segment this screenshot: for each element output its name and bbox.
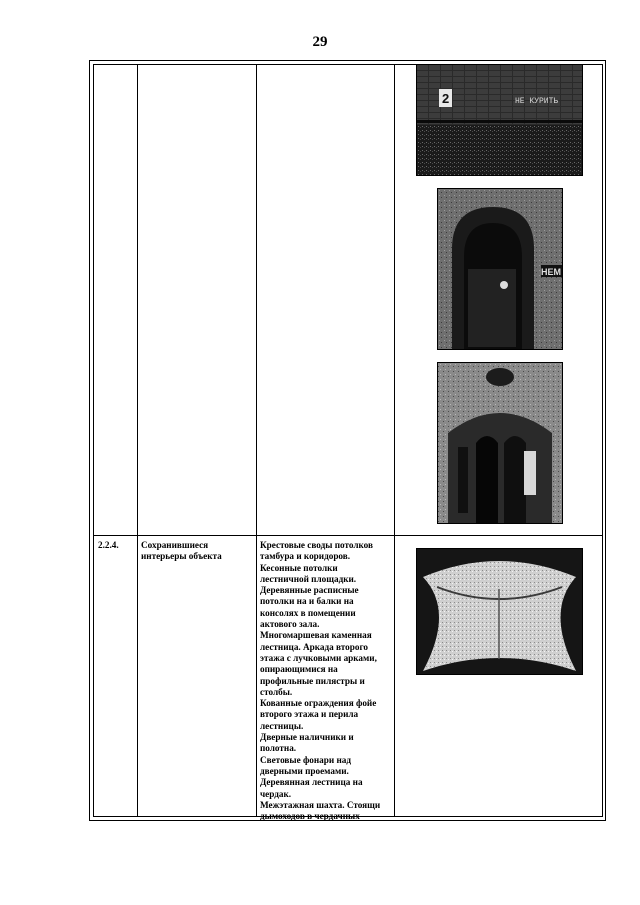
sign-text: НЕ КУРИТЬ — [515, 97, 559, 106]
description-line: Кованные ограждения фойе — [260, 698, 377, 709]
description-line: Кесонные потолки — [260, 562, 338, 573]
arched-windows-photo — [437, 362, 563, 524]
description-line: Многомаршевая каменная — [260, 630, 372, 641]
column-divider-2 — [256, 64, 257, 817]
row-description — [260, 540, 392, 822]
description-line: второго этажа и перила — [260, 709, 359, 720]
description-line: Дверные наличники и — [260, 732, 354, 743]
description-line: потолки на и балки на — [260, 596, 354, 607]
description-line: чердак. — [260, 788, 292, 799]
description-line: консолях в помещении — [260, 607, 356, 618]
sign-number: 2 — [442, 91, 450, 106]
row-name: Сохранившиеся интерьеры объекта — [141, 540, 222, 562]
description-line: опирающимися на — [260, 664, 338, 675]
description-line: Световые фонари над — [260, 754, 352, 765]
table-inner-right — [602, 64, 603, 817]
description-line: Межэтажная шахта. Стоящи — [260, 799, 381, 810]
facade-sign-photo — [416, 64, 583, 176]
arched-door-photo — [437, 188, 563, 350]
description-line: этажа с лучковыми арками, — [260, 652, 377, 663]
door-sign-text: НЕМ — [541, 267, 561, 277]
description-line: актового зала. — [260, 619, 320, 630]
column-divider-1 — [137, 64, 138, 817]
vaulted-ceiling-photo — [416, 548, 583, 675]
description-line: профильные пилястры и — [260, 675, 365, 686]
description-line: столбы. — [260, 686, 293, 697]
description-line: лестницы. — [260, 720, 304, 731]
description-line: лестница. Аркада второго — [260, 641, 368, 652]
description-line: Деревянная лестница на — [260, 777, 363, 788]
row-divider — [93, 535, 602, 536]
page-number: 29 — [312, 34, 328, 50]
table-inner-left — [93, 64, 94, 817]
description-line: тамбура и коридоров. — [260, 551, 351, 562]
column-divider-3 — [394, 64, 395, 817]
description-line: лестничной площадки. — [260, 573, 357, 584]
description-line: Деревянные расписные — [260, 585, 359, 596]
row-number: 2.2.4. — [98, 540, 119, 550]
description-line: дверными проемами. — [260, 765, 349, 776]
description-line: полотна. — [260, 743, 297, 754]
description-line: Крестовые своды потолков — [260, 540, 374, 550]
description-line: дымоходов в чердачных — [260, 811, 360, 822]
